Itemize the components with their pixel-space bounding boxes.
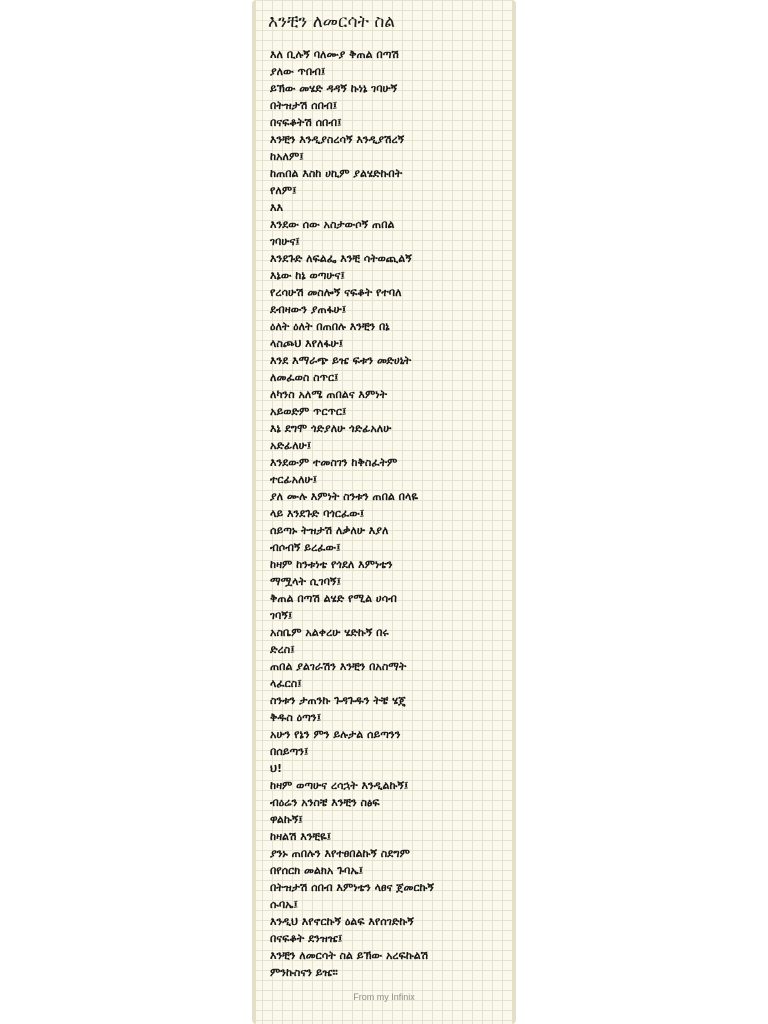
note-page xyxy=(252,0,516,1024)
poem-line: ላይ እንደጉድ ባጎርፈው፤ xyxy=(270,507,365,520)
poem-line: ከጠበል እስከ ሀኪም ያልሄድኩበት xyxy=(270,167,403,180)
poem-line: እኔው ከኔ ወጣሁና፤ xyxy=(270,269,345,282)
poem-line: ቅጠል በጣሽ ልሄድ የሚል ሀሳብ xyxy=(270,592,397,605)
poem-line: እእ xyxy=(270,201,284,214)
poem-line: እንደው ሰው አስታውሶኝ ጠበል xyxy=(270,218,395,231)
poem-line: ሰይጣኑ ትዝታሽ ለቃለሁ እያለ xyxy=(270,524,389,537)
poem-line: ዕለት ዕለት በጠበሉ እንቺን በኔ xyxy=(270,320,390,333)
poem-line: ዋልኩኝ፤ xyxy=(270,813,303,826)
poem-line: የለም፤ xyxy=(270,184,297,197)
poem-line: ህ! xyxy=(270,762,282,775)
poem-line: በናፍቆትሽ ሰበብ፤ xyxy=(270,116,342,129)
poem-line: ስንቱን ታጠንኩ ጉዳጉዱን ትቼ ሄጄ xyxy=(270,694,406,707)
poem-line: ለካንስ አለሜ ጠበልና እምነት xyxy=(270,388,388,401)
poem-line: እንቺን እንዲያስረሳኝ እንዲያሽረኝ xyxy=(270,133,405,146)
poem-line: አይወድም ጥርጥር፤ xyxy=(270,405,347,418)
poem-line: ደብዛውን ያጠፋሁ፤ xyxy=(270,303,347,316)
poem-line: ብሶብኝ ይረፈው፤ xyxy=(270,541,341,554)
poem-line: በናፍቆት ደንዝዤ፤ xyxy=(270,932,343,945)
poem-line: በትዝታሽ ሰበብ፤ xyxy=(270,99,338,112)
poem-line: በሰይጣን፤ xyxy=(270,745,309,758)
poem-line: ድረስ፤ xyxy=(270,643,295,656)
poem-title: እንቺን ለመርሳት ስል xyxy=(268,12,396,32)
poem-line: ከዛም ከንቱነቴ የጎደለ እምነቴን xyxy=(270,558,393,571)
poem-line: በትዝታሽ ሰበብ እምነቴን ላፀና ጀመርኩኝ xyxy=(270,881,434,894)
poem-line: አስቤም አልቀረሁ ሄድኩኝ በሩ xyxy=(270,626,389,639)
poem-line: ገባኝ፤ xyxy=(270,609,293,622)
poem-line: ከዛም ወጣሁና ረሳኋት እንዲልኩኝ፤ xyxy=(270,779,409,792)
poem-line: እንደ እማራጭ ይዤ ፍቱን መድሀኒት xyxy=(270,354,412,367)
poem-line: ላስጮህ እየለፋሁ፤ xyxy=(270,337,344,350)
poem-line: ሱባኤ፤ xyxy=(270,898,298,911)
poem-line: እንዲህ እየኖርኩኝ ዕልፍ እየሰገድኩኝ xyxy=(270,915,414,928)
poem-line: እንደውም ተመስገን ከቅስፈትም xyxy=(270,456,398,469)
poem-line: ያንኑ ጠበሉን እየተፀበልኩኝ ስደግም xyxy=(270,847,410,860)
poem-line: ከዛልሽ እንቺዬ፤ xyxy=(270,830,332,843)
poem-line: ተርፊአለሁ፤ xyxy=(270,473,318,486)
poem-line: ብዕሬን አንስቼ እንቺን ስፅፍ xyxy=(270,796,380,809)
poem-line: ላፈርስ፤ xyxy=(270,677,302,690)
poem-line: እንደጉድ ለፍልፌ እንቺ ሳትወጪልኝ xyxy=(270,252,412,265)
poem-line: ማሟላት ሲገባኝ፤ xyxy=(270,575,341,588)
poem-line: በየሰርክ መልክአ ጉባኤ፤ xyxy=(270,864,364,877)
poem-line: ያለው ጥበብ፤ xyxy=(270,65,326,78)
poem-line: ገባሁና፤ xyxy=(270,235,300,248)
poem-line: ከአለም፤ xyxy=(270,150,304,163)
poem-line: ምንኩስናን ይዤ። xyxy=(270,966,338,979)
poem-line: ይኽው መሄድ ዳዳኝ ኩነኔ ገባሁኝ xyxy=(270,82,398,95)
poem-line: አድፊለሁ፤ xyxy=(270,439,312,452)
poem-body xyxy=(270,46,502,981)
poem-line: የረሳሁሽ መስሎኝ ናፍቆት የተባለ xyxy=(270,286,402,299)
poem-line: ቅዱስ ዕጣን፤ xyxy=(270,711,322,724)
poem-line: እንቺን ለመርሳት ስል ይኽው አረፍኩልሽ xyxy=(270,949,429,962)
device-signature: From my Infinix xyxy=(353,992,415,1002)
poem-line: ለመፈወስ ስጥር፤ xyxy=(270,371,339,384)
poem-line: አሁን የኔን ምን ይሉታል ሰይጣንን xyxy=(270,728,401,741)
poem-line: እኔ ደግሞ ጎድያለሁ ጎድፊአለሁ xyxy=(270,422,392,435)
poem-line: ጠበል ያልገራሽን እንቺን በአስማት xyxy=(270,660,407,673)
poem-line: እለ ቢሉኝ ባለሙያ ቅጠል በጣሽ xyxy=(270,48,399,61)
poem-line: ያለ ሙሉ እምነት ስንቱን ጠበል በላዬ xyxy=(270,490,419,503)
